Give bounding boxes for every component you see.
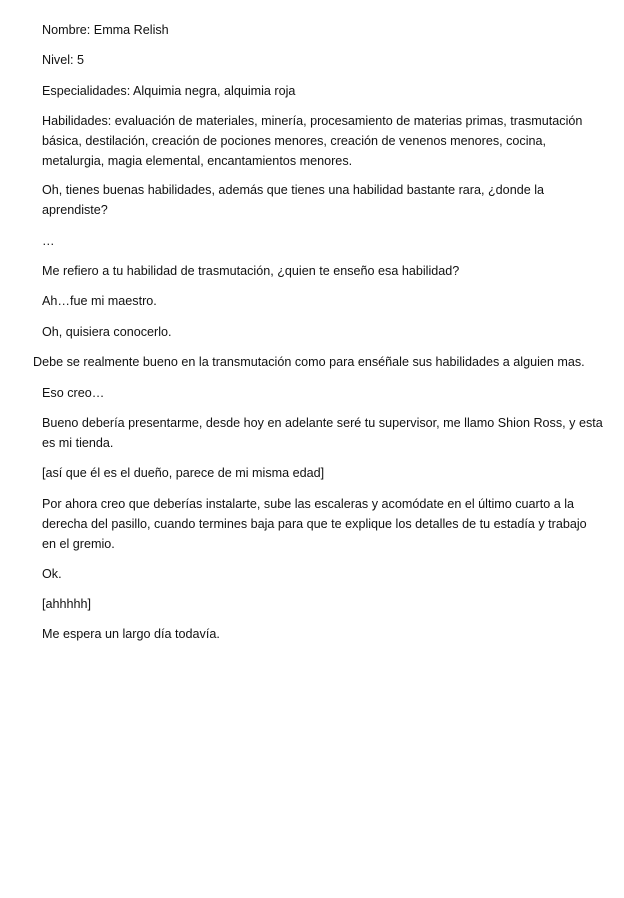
- dialogue-paragraph: Me espera un largo día todavía.: [42, 627, 220, 641]
- dialogue-paragraph: Oh, quisiera conocerlo.: [42, 325, 172, 339]
- dialogue-paragraph: Me refiero a tu habilidad de trasmutación, ¿quien te enseño esa habilidad?: [42, 264, 460, 278]
- dialogue-paragraph: Debe se realmente bueno en la transmutación como para enséñale sus habilidades a alguien mas.: [33, 355, 585, 369]
- dialogue-paragraph: Eso creo…: [42, 386, 105, 400]
- dialogue-paragraph: …: [42, 234, 55, 248]
- dialogue-paragraph: Ok.: [42, 567, 62, 581]
- level-line: Nivel: 5: [42, 53, 84, 67]
- dialogue-paragraph: Ah…fue mi maestro.: [42, 294, 157, 308]
- dialogue-paragraph: Bueno debería presentarme, desde hoy en adelante seré tu supervisor, me llamo Shion Ross, y esta es mi tienda.: [42, 416, 603, 450]
- thought-paragraph: [ahhhhh]: [42, 597, 92, 611]
- skills-paragraph: Habilidades: evaluación de materiales, minería, procesamiento de materias primas, trasmutación básica, destilación, creación de pociones menores, creación de venenos menores, cocina, metalurgia, magia elemental, encantamientos menores.: [42, 114, 583, 168]
- name-line: Nombre: Emma Relish: [42, 23, 169, 37]
- specialties-line: Especialidades: Alquimia negra, alquimia roja: [42, 84, 296, 98]
- dialogue-paragraph: Por ahora creo que deberías instalarte, sube las escaleras y acomódate en el último cuarto a la derecha del pasillo, cuando termines baja para que te explique los detalles de tu estadía y trabajo en el gremio.: [42, 497, 587, 551]
- dialogue-paragraph: Oh, tienes buenas habilidades, además que tienes una habilidad bastante rara, ¿donde la aprendiste?: [42, 183, 545, 217]
- thought-paragraph: [así que él es el dueño, parece de mi misma edad]: [42, 466, 325, 480]
